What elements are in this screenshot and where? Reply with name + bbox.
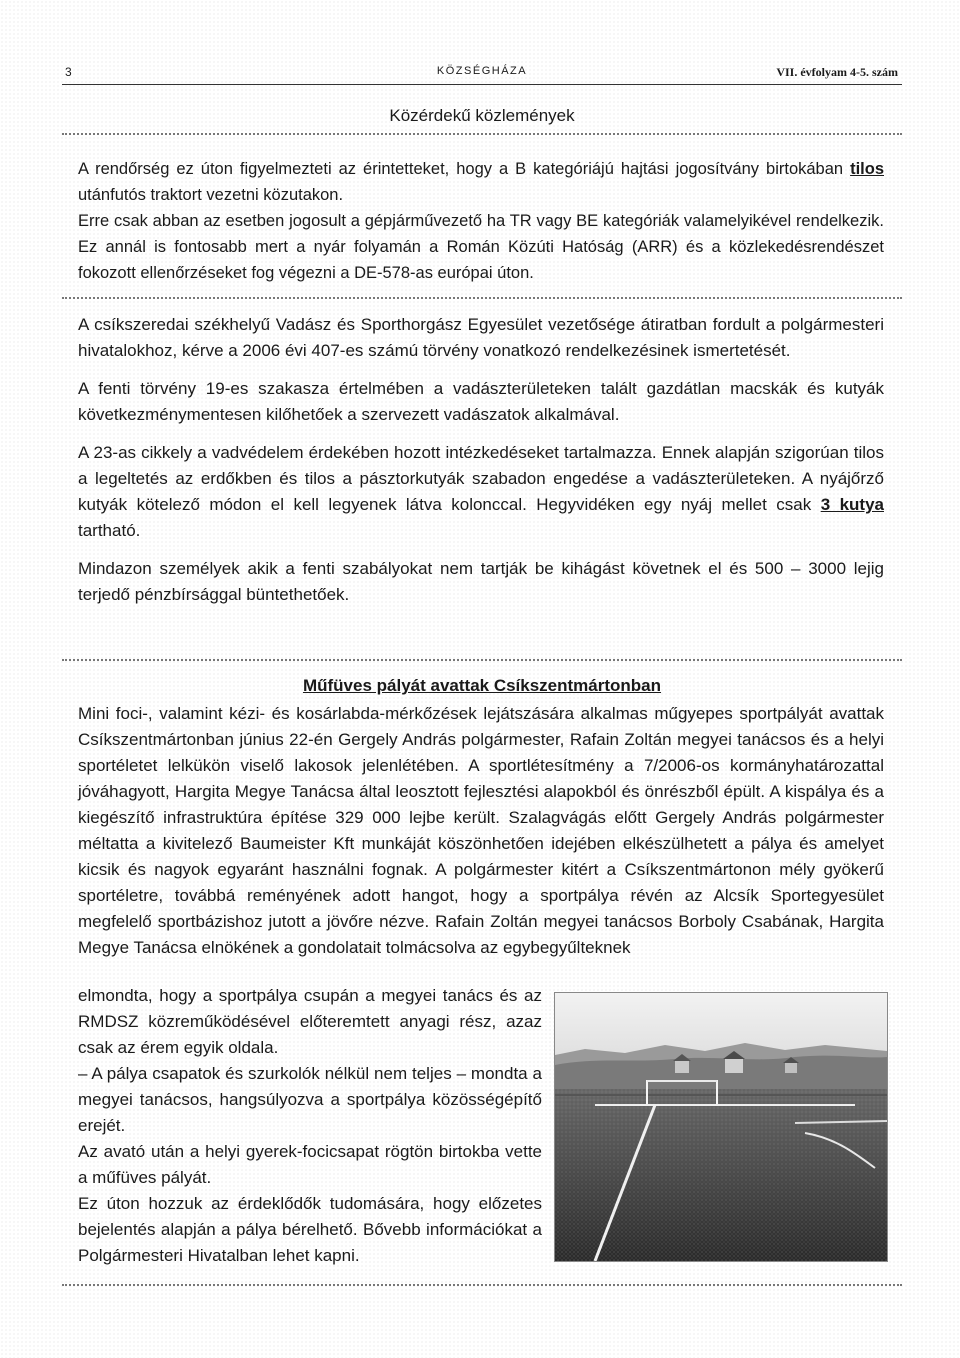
hunting-paragraph bbox=[78, 440, 884, 544]
article-body: Mini foci-, valamint kézi- és kosárlabda-mérkőzések lejátszására alkalmas műgyepes sportpályát avattak Csíkszentmártonban június 22-én Gergely András polgármester, Rafain Zoltán megyei tanácsos és a helyi sportéletet lelkükön viselő lakosok jelenlétében. A sportlétesítmény a 7/2006-os kormányhatározattal jóváhagyott, Hargita Megye Tanácsa által leosztott fejlesztési alapokból és önrészből épült. A kispálya és a kiegészítő infrastruktúra építése 329 000 lejbe került. Szalagvágás előtt Gergely András polgármester méltatta a kivitelező Baumeister Kft munkáját köszönhetően idejében elkészülhetett a pálya és amelyet kicsik és nagyok egyaránt használni fognak. A polgármester kitért a Csíkszentmártonon mély gyökerű sportéletre, továbbá reményének adott hangot, hogy a sportpálya révén az Alcsík Sportegyesület megfelelő sportbázishoz jutott a jövőre nézve. Rafain Zoltán megyei tanácsos Borboly Csabának, Hargita Megye Tanácsa elnökének a gondolatait tolmácsolva az egybegyűlteknek bbox=[78, 704, 884, 957]
publication-title: KÖZSÉGHÁZA bbox=[436, 65, 528, 77]
hunting-emphasis: 3 kutya bbox=[820, 495, 884, 514]
police-notice-paragraph bbox=[78, 208, 884, 286]
page-number: 3 bbox=[65, 65, 72, 79]
police-notice-paragraph bbox=[78, 156, 884, 208]
hunting-paragraph: Mindazon személyek akik a fenti szabályokat nem tartják be kihágást követnek el és 500 – 3000 lejig terjedő pénzbírsággal büntethetőek. bbox=[78, 559, 884, 604]
hunting-text: A 23-as cikkely a vadvédelem érdekében hozott intézkedéseket tartalmazza. Ennek alapján szigorúan tilos a legeltetés az erdőkben és tilos a pásztorkutyák szabadon engedése a vadászterületeken. A nyájőrző kutyák kötelező módon el kell legyenek látva kolonccal. Hegyvidéken egy nyáj mellet csak bbox=[78, 443, 884, 514]
dotted-divider bbox=[62, 659, 902, 661]
sports-field-photo bbox=[554, 992, 888, 1262]
newsletter-page bbox=[62, 0, 902, 1358]
section-title-public-notices: Közérdekű közlemények bbox=[389, 106, 575, 125]
police-notice bbox=[78, 156, 884, 286]
article-side-text bbox=[78, 983, 542, 1269]
article-paragraph: – A pálya csapatok és szurkolók nélkül nem teljes – mondta a megyei tanácsos, hangsúlyozva a sportpálya közösségépítő erejét. bbox=[78, 1064, 542, 1135]
notice-text: Erre csak abban az esetben jogosult a gépjárművezető ha TR vagy BE kategóriák valamelyikével rendelkezik. bbox=[78, 212, 884, 230]
dotted-divider bbox=[62, 133, 902, 135]
hunting-text: tartható. bbox=[78, 521, 141, 540]
dotted-divider bbox=[62, 1284, 902, 1286]
issue-label: VII. évfolyam 4-5. szám bbox=[776, 65, 898, 79]
hunting-paragraph: A fenti törvény 19-es szakasza értelmében a vadászterületeken talált gazdátlan macskák és kutyák következménymentesen kilőhetőek a szervezett vadászatok alkalmával. bbox=[78, 379, 884, 424]
notice-text: utánfutós traktort vezetni közutakon. bbox=[78, 186, 344, 204]
article-title: Műfüves pályát avattak Csíkszentmártonban bbox=[302, 676, 662, 695]
dotted-divider bbox=[62, 297, 902, 299]
notice-text: A rendőrség ez úton figyelmezteti az érintetteket, hogy a B kategóriájú hajtási jogosítvány birtokában bbox=[78, 160, 851, 178]
notice-emphasis: tilos bbox=[850, 160, 884, 178]
article-paragraph: Az avató után a helyi gyerek-focicsapat rögtön birtokba vette a műfüves pályát. bbox=[78, 1142, 542, 1187]
sports-field-photo-graphic bbox=[555, 993, 887, 1261]
article-paragraph: Ez úton hozzuk az érdeklődők tudomására, hogy előzetes bejelentés alapján a pálya bérelhető. Bővebb információkat a Polgármesteri Hivatalban lehet kapni. bbox=[78, 1194, 542, 1265]
page-header bbox=[62, 62, 902, 85]
hunting-notice bbox=[78, 312, 884, 608]
hunting-paragraph: A csíkszeredai székhelyű Vadász és Sporthorgász Egyesület vezetősége átiratban fordult a polgármesteri hivatalokhoz, kérve a 2006 évi 407-es számú törvény vonatkozó rendelkezésinek ismertetését. bbox=[78, 315, 884, 360]
article-paragraph: elmondta, hogy a sportpálya csupán a megyei tanács és az RMDSZ közreműködésével előteremtett anyagi rész, azaz csak az érem egyik oldala. bbox=[78, 986, 542, 1057]
notice-text: Ez annál is fontosabb mert a nyár folyamán a Román Közúti Hatóság (ARR) és a közlekedésrendészet fokozott ellenőrzéseket fog végezni a DE-578-as európai úton. bbox=[78, 238, 884, 282]
